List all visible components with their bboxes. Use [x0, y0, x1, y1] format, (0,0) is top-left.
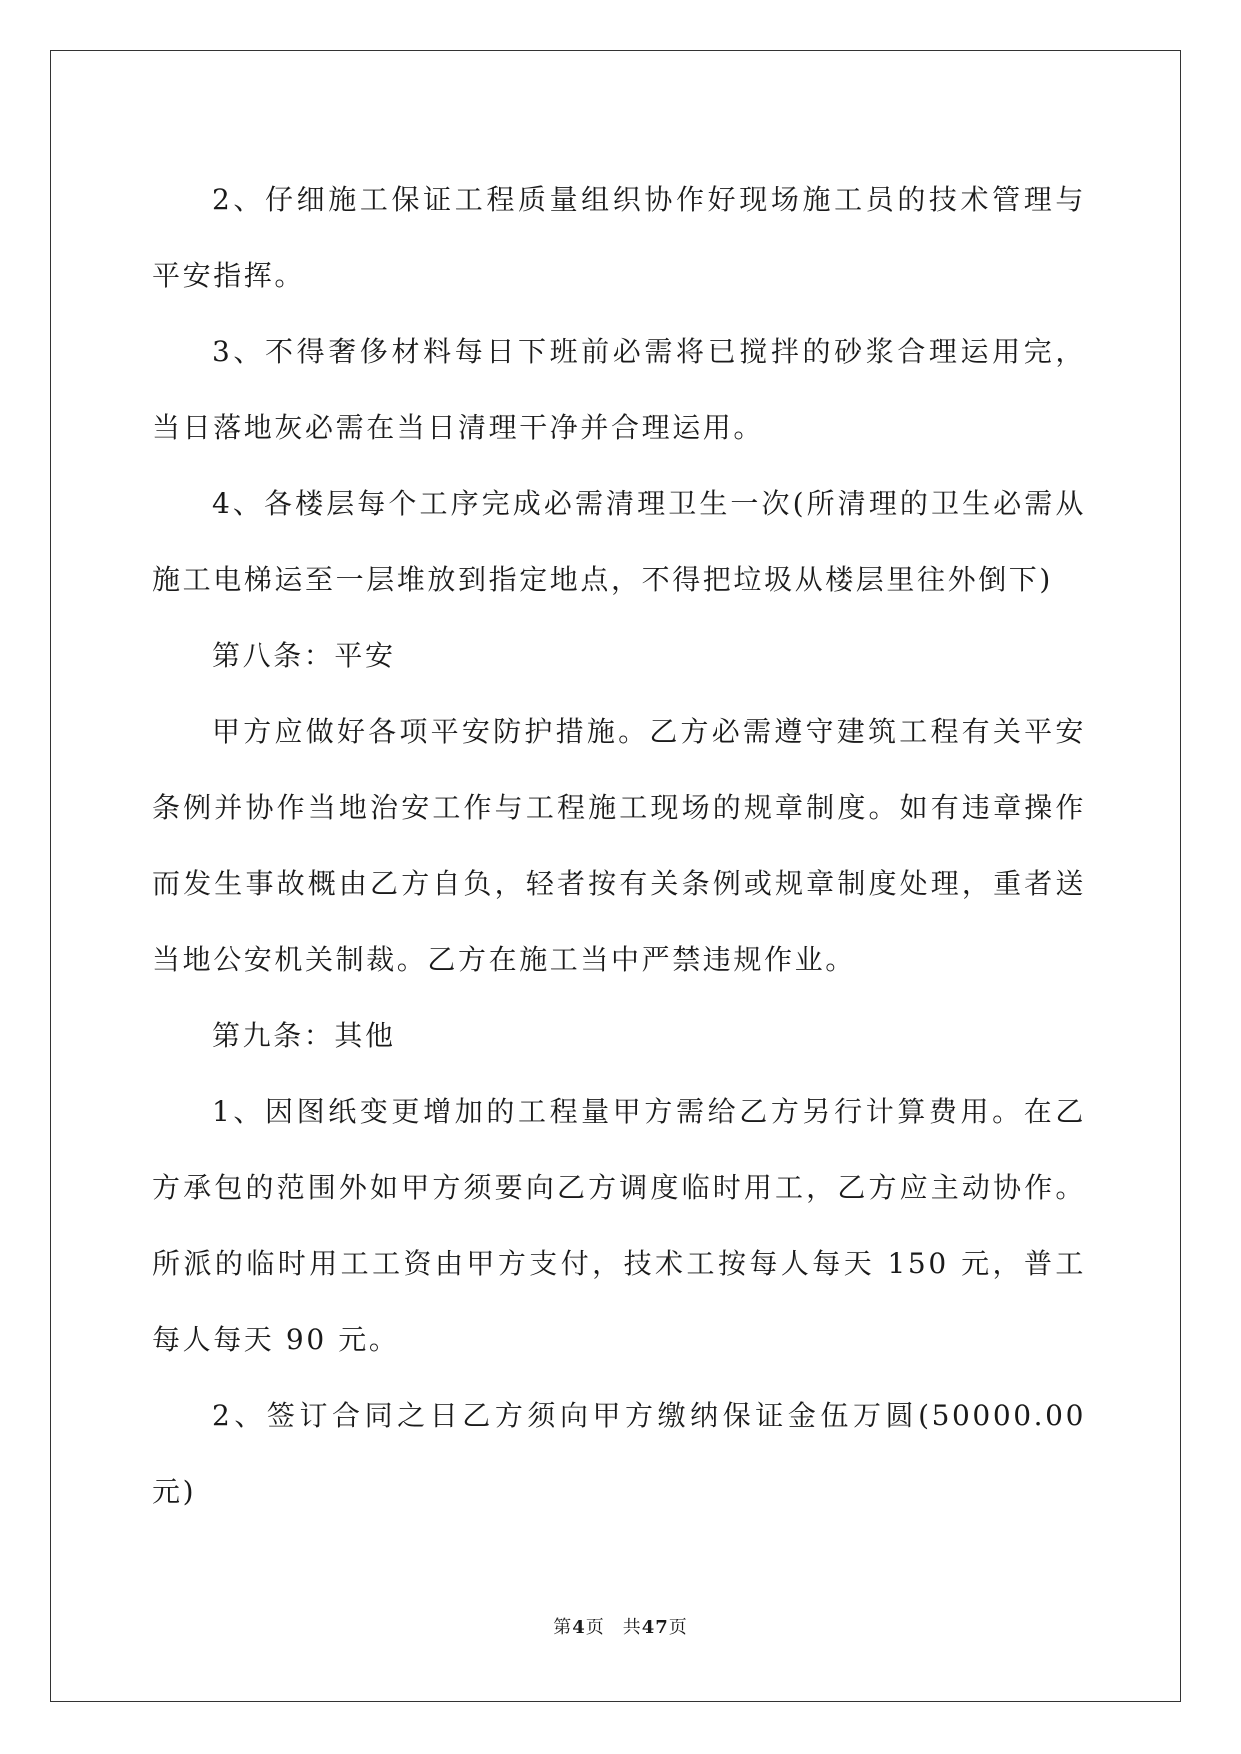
paragraph-clause-7-item-2: 2、仔细施工保证工程质量组织协作好现场施工员的技术管理与平安指挥。: [152, 183, 1086, 292]
section-heading-clause-8: 第八条：平安: [212, 639, 396, 672]
paragraph-clause-9-item-2: 2、签订合同之日乙方须向甲方缴纳保证金伍万圆(50000.00 元): [152, 1399, 1086, 1508]
footer-page-suffix: 页: [585, 1617, 605, 1638]
paragraph-clause-7-item-3: 3、不得奢侈材料每日下班前必需将已搅拌的砂浆合理运用完，当日落地灰必需在当日清理干净并合理运用。: [152, 335, 1086, 444]
paragraph-clause-7-item-4: 4、各楼层每个工序完成必需清理卫生一次(所清理的卫生必需从施工电梯运至一层堆放到指定地点，不得把垃圾从楼层里往外倒下): [152, 487, 1086, 596]
section-heading-clause-9: 第九条：其他: [212, 1019, 396, 1052]
footer-total-suffix: 页: [668, 1617, 688, 1638]
page-footer: [0, 1613, 1241, 1639]
footer-total-pages: 47: [641, 1617, 669, 1638]
footer-total-prefix: 共: [622, 1617, 642, 1638]
document-body: [152, 162, 1086, 1530]
paragraph-clause-9-item-1: 1、因图纸变更增加的工程量甲方需给乙方另行计算费用。在乙方承包的范围外如甲方须要向乙方调度临时用工，乙方应主动协作。所派的临时用工工资由甲方支付，技术工按每人每天 150 元，普工每人每天 90 元。: [152, 1095, 1086, 1356]
footer-page-number: 4: [572, 1617, 586, 1638]
paragraph-clause-8-body: 甲方应做好各项平安防护措施。乙方必需遵守建筑工程有关平安条例并协作当地治安工作与工程施工现场的规章制度。如有违章操作而发生事故概由乙方自负，轻者按有关条例或规章制度处理，重者送当地公安机关制裁。乙方在施工当中严禁违规作业。: [152, 715, 1086, 976]
footer-page-prefix: 第: [553, 1617, 573, 1638]
